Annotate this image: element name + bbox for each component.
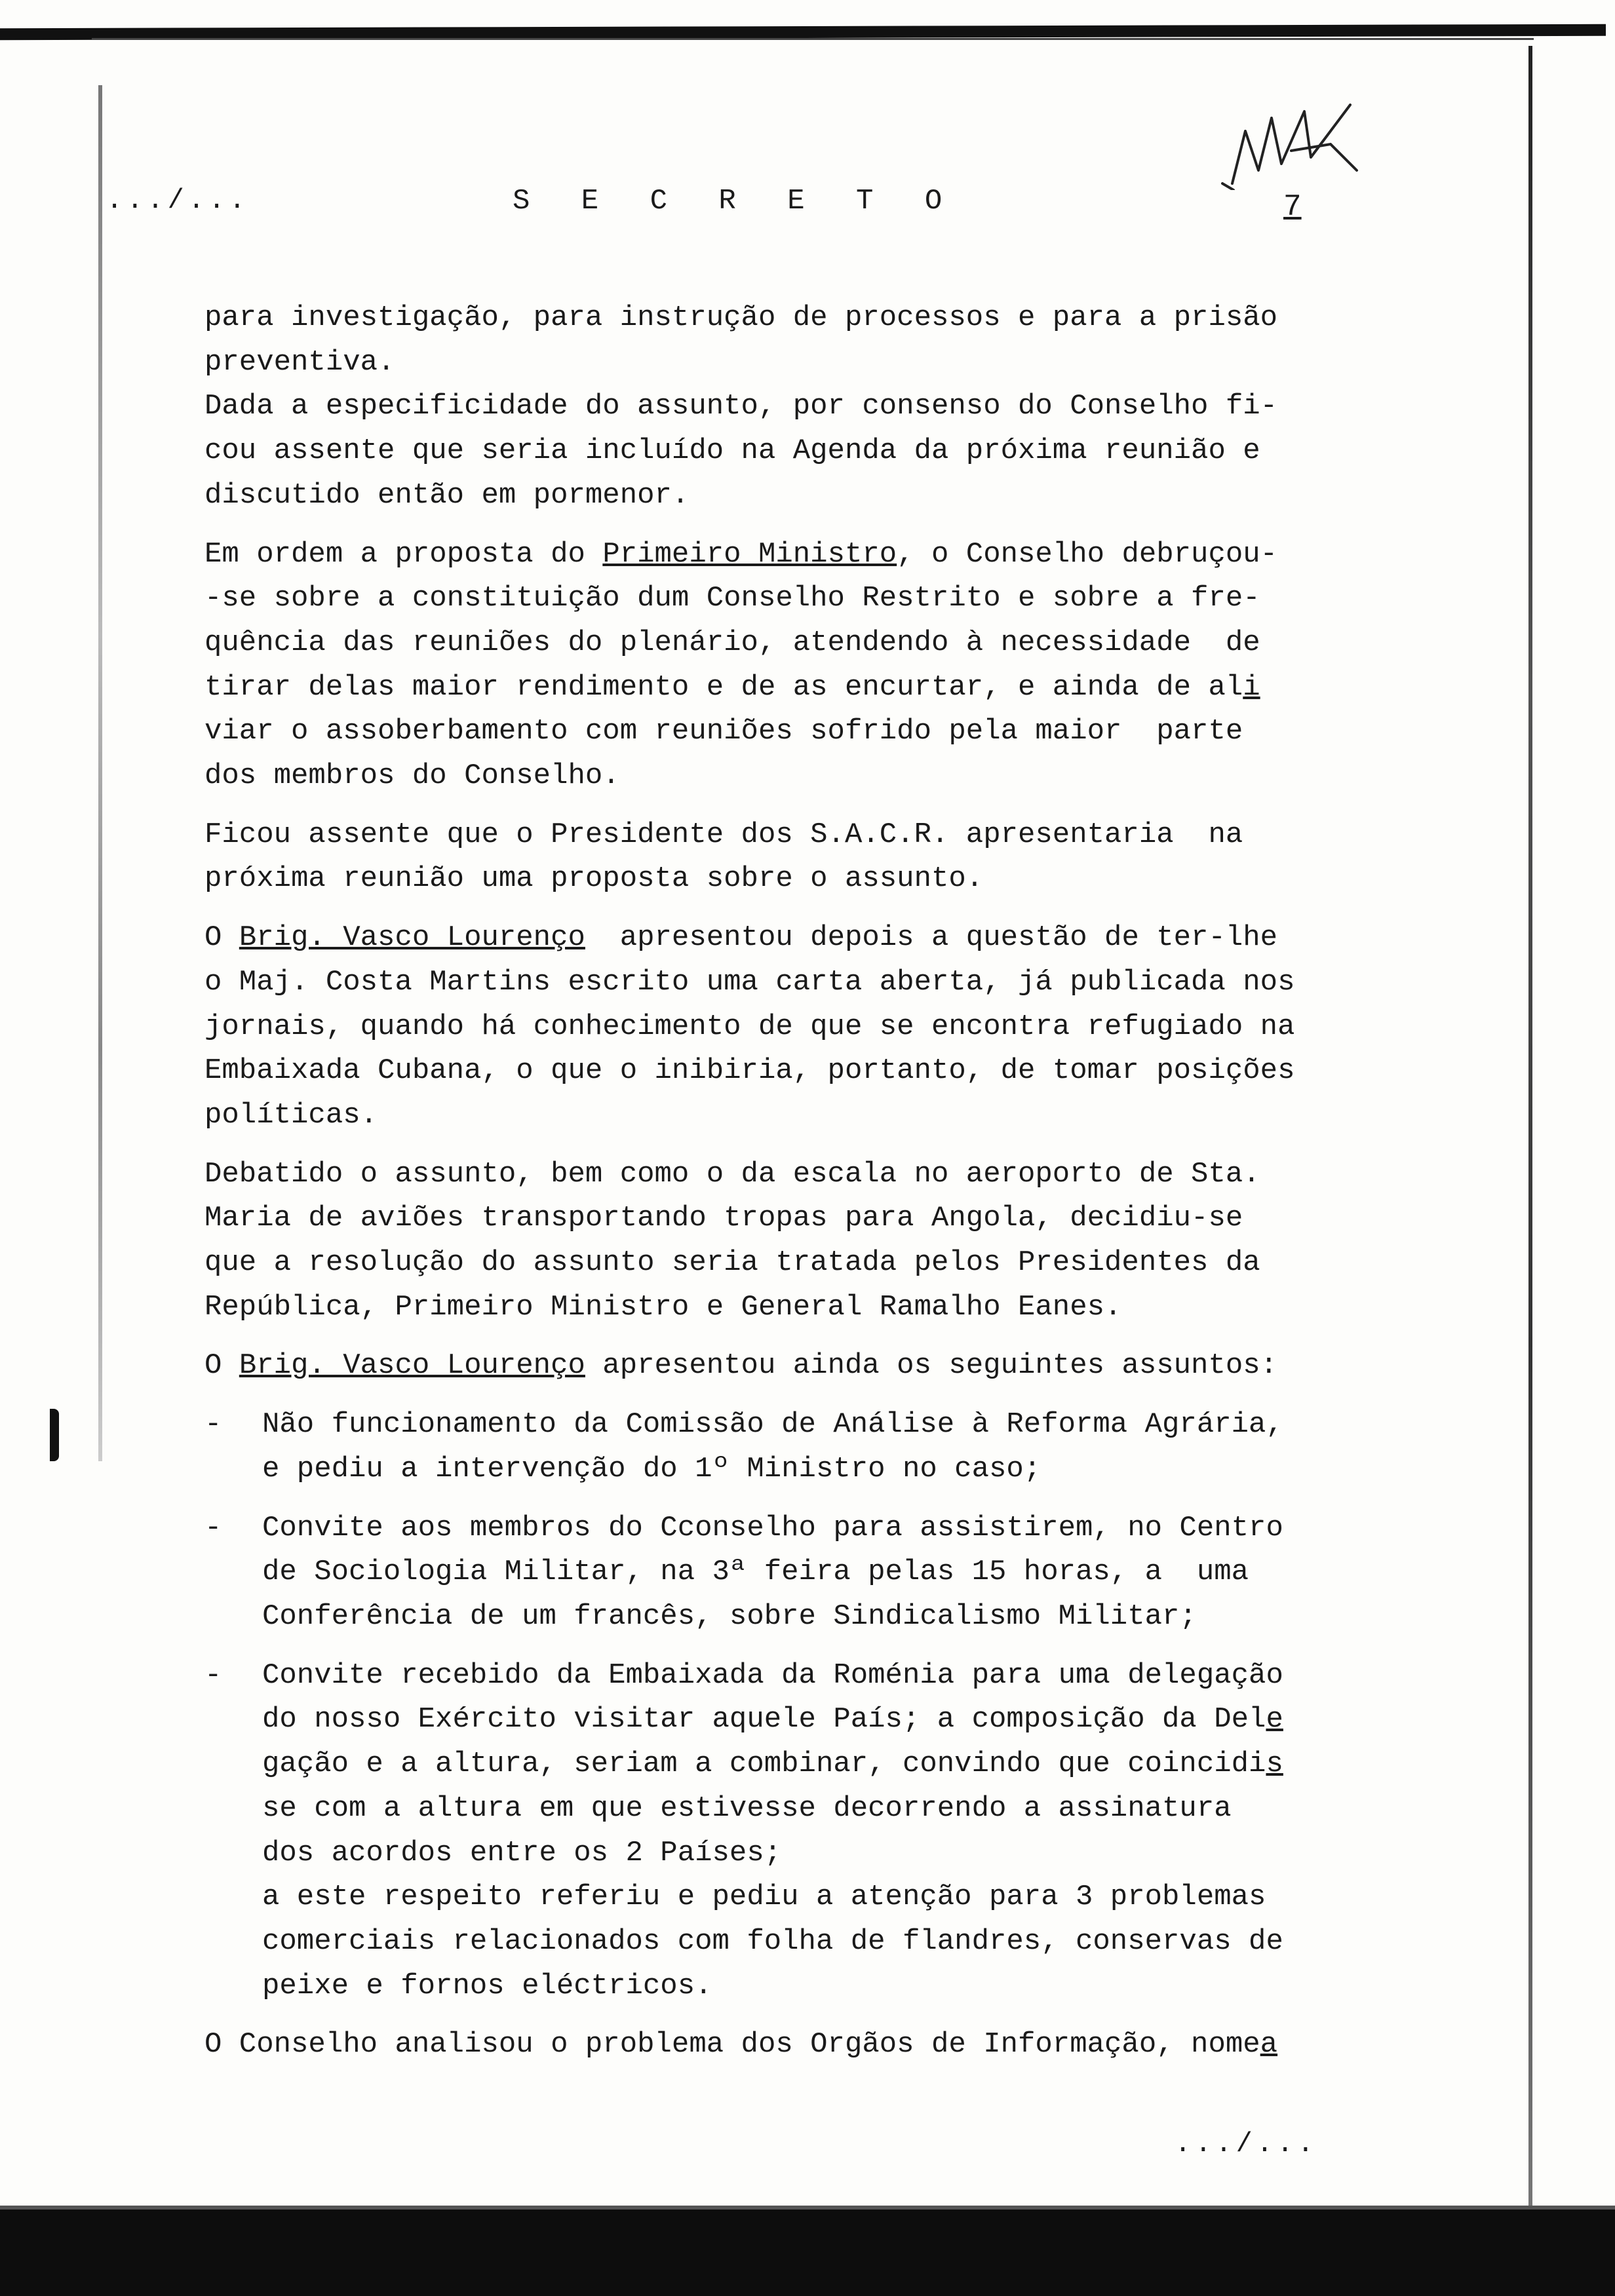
bullet-dash: - [204,1658,222,1692]
text-line: -se sobre a constituição dum Conselho Restrito e sobre a fre- [204,582,1260,615]
text-line: dos membros do Conselho. [204,759,620,793]
underlined-name: Brig. Vasco Lourenço [239,921,585,955]
text-line: a este respeito referiu e pediu a atenção para 3 problemas [262,1881,1266,1914]
text-line: o Maj. Costa Martins escrito uma carta aberta, já publicada nos [204,965,1295,999]
text-line: República, Primeiro Ministro e General Ramalho Eanes. [204,1290,1122,1324]
bullet-dash: - [204,1511,222,1544]
text-line: O Brig. Vasco Lourenço apresentou ainda os seguintes assuntos: [204,1349,1278,1383]
list-item [204,1654,1358,2009]
text-line: O Conselho analisou o problema dos Orgãos de Informação, nomea [204,2028,1278,2061]
text-line: Convite recebido da Embaixada da Roménia para uma delegação [262,1658,1283,1692]
list-item [204,1506,1358,1639]
text-line: Não funcionamento da Comissão de Análise à Reforma Agrária, [262,1408,1283,1442]
binder-clip-mark [50,1409,59,1461]
underlined-name: Brig. Vasco Lourenço [239,1349,585,1383]
underlined-name: Primeiro Ministro [602,537,897,571]
text-line: se com a altura em que estivesse decorrendo a assinatura [262,1791,1232,1825]
text-line: Debatido o assunto, bem como o da escala no aeroporto de Sta. [204,1157,1260,1191]
text-line: Convite aos membros do Cconselho para assistirem, no Centro [262,1511,1283,1544]
text-line: Conferência de um francês, sobre Sindicalismo Militar; [262,1599,1197,1633]
classification-heading: S E C R E T O [513,185,960,218]
list-item [204,1403,1358,1491]
text-line: tirar delas maior rendimento e de as encurtar, e ainda de ali [204,670,1260,704]
document-body [204,296,1358,2067]
text-line: peixe e fornos eléctricos. [262,1969,712,2002]
text-line: viar o assoberbamento com reuniões sofrido pela maior parte [204,715,1243,748]
continuation-marker-bottom: .../... [1175,2128,1318,2160]
text-line: quência das reuniões do plenário, atendendo à necessidade de [204,626,1260,659]
text-line: Dada a especificidade do assunto, por consenso do Conselho fi- [204,390,1278,423]
text-line: e pediu a intervenção do 1º Ministro no caso; [262,1452,1041,1485]
text-line: Ficou assente que o Presidente dos S.A.C.R. apresentaria na [204,818,1243,851]
handwritten-initials [1219,92,1363,190]
text-line: discutido então em pormenor. [204,478,690,512]
text-line: jornais, quando há conhecimento de que se encontra refugiado na [204,1010,1295,1043]
text-line: preventiva. [204,345,395,379]
page-number: 7 [1283,190,1302,224]
scan-bottom-border [0,2210,1615,2296]
text-line: Em ordem a proposta do Primeiro Ministro, o Conselho debruçou- [204,537,1278,571]
text-line: políticas. [204,1098,378,1132]
scan-right-edge [1528,46,1532,2208]
scan-left-edge [98,85,102,1461]
text-line: Embaixada Cubana, o que o inibiria, portanto, de tomar posições [204,1054,1295,1088]
text-line: do nosso Exército visitar aquele País; a composição da Dele [262,1703,1283,1736]
text-line: dos acordos entre os 2 Países; [262,1836,782,1869]
continuation-marker-top: .../... [106,185,250,216]
text-line: O Brig. Vasco Lourenço apresentou depois a questão de ter-lhe [204,921,1278,955]
text-line: cou assente que seria incluído na Agenda da próxima reunião e [204,434,1260,468]
text-line: que a resolução do assunto seria tratada pelos Presidentes da [204,1246,1260,1280]
bullet-dash: - [204,1408,222,1442]
text-line: Maria de aviões transportando tropas para Angola, decidiu-se [204,1202,1243,1235]
text-line: para investigação, para instrução de processos e para a prisão [204,301,1278,334]
text-line: próxima reunião uma proposta sobre o assunto. [204,862,984,896]
scan-top-line [92,38,1534,40]
text-line: comerciais relacionados com folha de flandres, conservas de [262,1924,1283,1958]
text-line: de Sociologia Militar, na 3ª feira pelas 15 horas, a uma [262,1556,1249,1589]
text-line: gação e a altura, seriam a combinar, convindo que coincidis [262,1748,1283,1781]
